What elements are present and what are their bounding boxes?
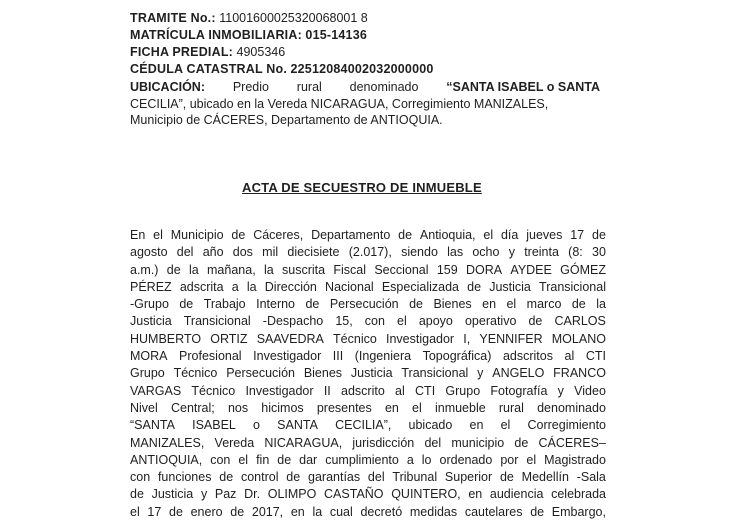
ficha-value: 4905346 bbox=[236, 45, 286, 59]
body-line: HUMBERTO ORTIZ SAAVEDRA Técnico Investigador I, YENNIFER MOLANO bbox=[130, 331, 606, 346]
body-line: Grupo Técnico Persecución Bienes Justicia Transicional y ANGELO FRANCO bbox=[130, 366, 606, 381]
acta-body bbox=[130, 227, 606, 521]
body-line: Justicia Transicional -Despacho 15, con el apoyo operativo de CARLOS bbox=[130, 314, 606, 329]
tramite-line bbox=[130, 10, 368, 26]
tramite-value: 11001600025320068001 8 bbox=[219, 11, 368, 25]
ubicacion-line-2: CECILIA”, ubicado en la Vereda NICARAGUA, Corregimiento MANIZALES, bbox=[130, 96, 549, 111]
ubicacion-predio-name: “SANTA ISABEL o SANTA bbox=[446, 80, 600, 94]
body-line: En el Municipio de Cáceres, Departamento de Antioquia, el día jueves 17 de bbox=[130, 228, 606, 242]
body-line: MORA Profesional Investigador III (Ingeniera Topográfica) adscritos al CTI bbox=[130, 349, 606, 364]
ubicacion-label: UBICACIÓN: bbox=[130, 80, 205, 94]
body-line: a.m.) de la mañana, la suscrita Fiscal Seccional 159 DORA AYDEE GÓMEZ bbox=[130, 262, 606, 277]
matricula-label: MATRÍCULA INMOBILIARIA: bbox=[130, 28, 302, 42]
ubicacion-line-3: Municipio de CÁCERES, Departamento de ANTIOQUIA. bbox=[130, 113, 443, 127]
cedula-value: 22512084002032000000 bbox=[290, 62, 434, 76]
body-line: PÉREZ adscrita a la Dirección Nacional Especializada de Justicia Transicional bbox=[130, 279, 606, 294]
body-line: -Grupo de Trabajo Interno de Persecución de Bienes en el marco de la bbox=[130, 297, 606, 312]
document-title: ACTA DE SECUESTRO DE INMUEBLE bbox=[242, 180, 482, 195]
body-line: agosto del año dos mil diecisiete (2.017), siendo las ocho y treinta (8: 30 bbox=[130, 245, 606, 260]
body-line: ANTIOQUIA, con el fin de dar cumplimiento a lo ordenado por el Magistrado bbox=[130, 452, 606, 467]
body-line: el 17 de enero de 2017, en la cual decretó medidas cautelares de Embargo, bbox=[130, 504, 606, 519]
matricula-value: 015-14136 bbox=[305, 28, 367, 42]
tramite-label: TRAMITE No.: bbox=[130, 11, 216, 25]
cedula-label: CÉDULA CATASTRAL No. bbox=[130, 62, 287, 76]
matricula-line bbox=[130, 27, 367, 43]
body-line: MANIZALES, Vereda NICARAGUA, jurisdicción del municipio de CÁCERES– bbox=[130, 435, 606, 450]
ficha-label: FICHA PREDIAL: bbox=[130, 45, 234, 59]
ubicacion-block bbox=[130, 79, 600, 129]
body-line: de Justicia y Paz Dr. OLIMPO CASTAÑO QUINTERO, en audiencia celebrada bbox=[130, 487, 606, 502]
body-line: con funciones de control de garantías del Tribunal Superior de Medellín -Sala bbox=[130, 470, 606, 485]
ubicacion-word: denominado bbox=[349, 80, 419, 94]
body-line: Nivel Central; nos hicimos presentes en el inmueble rural denominado bbox=[130, 400, 606, 415]
ficha-line bbox=[130, 44, 285, 60]
ubicacion-word: Predio bbox=[232, 80, 269, 94]
ubicacion-line-1 bbox=[130, 79, 600, 96]
cedula-line bbox=[130, 61, 434, 77]
body-line: VARGAS Técnico Investigador II adscrito al CTI Grupo Fotografía y Video bbox=[130, 383, 606, 398]
ubicacion-word: rural bbox=[296, 80, 322, 94]
body-line: “SANTA ISABEL o SANTA CECILIA”, ubicado en el Corregimiento bbox=[130, 418, 606, 433]
